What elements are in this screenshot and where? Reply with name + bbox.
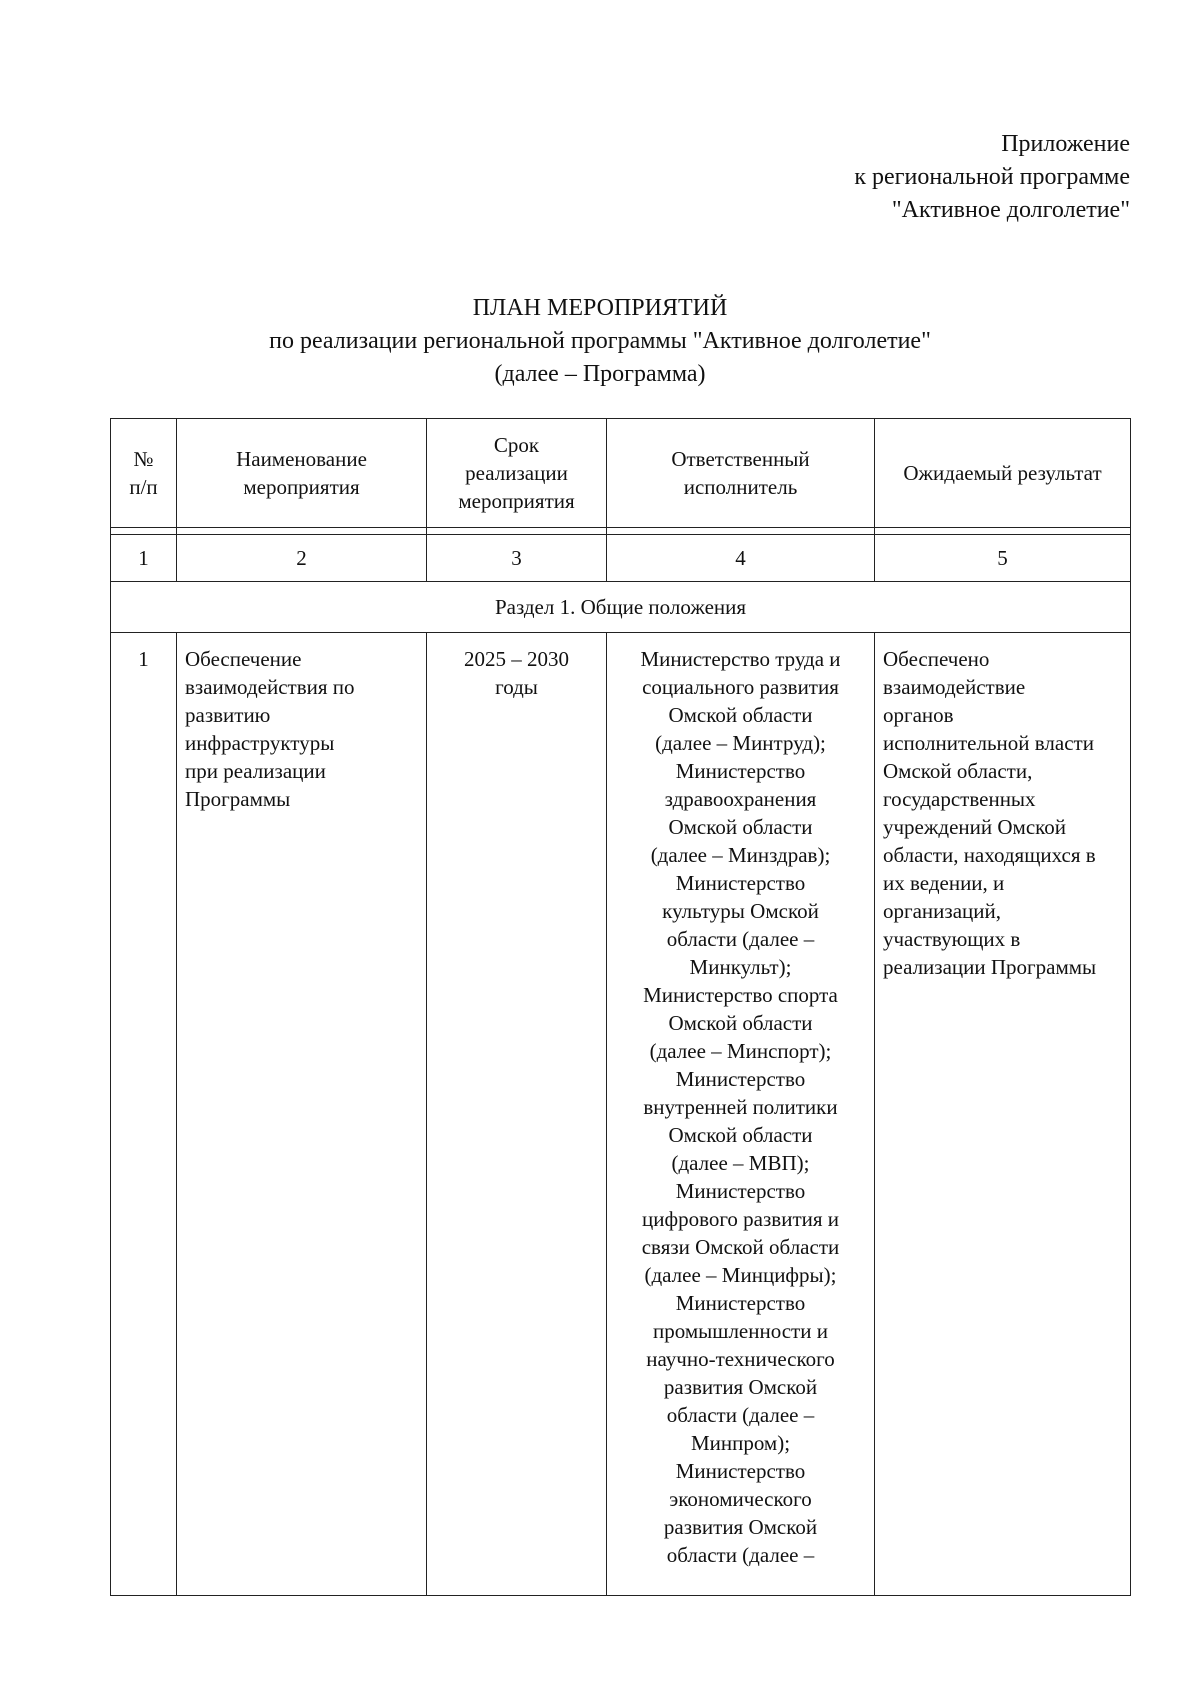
executor-line: промышленности и (653, 1319, 828, 1343)
activity-line: взаимодействия по (185, 675, 355, 699)
activity-line: инфраструктуры (185, 731, 335, 755)
result-line: исполнительной власти (883, 731, 1094, 755)
gap-cell (177, 528, 427, 535)
executor-line: Министерство спорта (643, 983, 838, 1007)
result-line: их ведении, и (883, 871, 1005, 895)
result-line: Обеспечено (883, 647, 990, 671)
plan-table (110, 418, 1131, 1596)
executor-line: области (далее – (666, 1543, 815, 1567)
result-line: взаимодействие (883, 675, 1026, 699)
executor-line: здравоохранения (664, 787, 817, 811)
executor-line: Министерство (675, 759, 806, 783)
appendix-line-1: Приложение (1001, 131, 1130, 157)
plan-table-wrapper (110, 418, 1130, 1596)
row-executor (607, 633, 875, 1596)
activity-line: при реализации (185, 759, 326, 783)
executor-line: (далее – МВП); (671, 1151, 810, 1175)
header-executor (607, 419, 875, 528)
executor-line: Министерство (675, 1459, 806, 1483)
row-number: 1 (111, 633, 177, 1596)
document-title (0, 292, 1200, 391)
executor-line: Министерство (675, 871, 806, 895)
result-line: организаций, (883, 899, 1001, 923)
executor-line: внутренней политики (643, 1095, 838, 1119)
executor-line: Министерство (675, 1067, 806, 1091)
header-gap-row (111, 528, 1131, 535)
gap-cell (875, 528, 1131, 535)
header-name-line: мероприятия (243, 475, 360, 499)
executor-line: Министерство (675, 1291, 806, 1315)
executor-line: Минкульт); (689, 955, 792, 979)
executor-line: социального развития (642, 675, 839, 699)
column-number: 3 (427, 535, 607, 582)
executor-line: Министерство (675, 1179, 806, 1203)
executor-line: развития Омской (663, 1375, 818, 1399)
executor-line: области (далее – (666, 1403, 815, 1427)
appendix-line-2: к региональной программе (854, 164, 1130, 190)
executor-line: цифрового развития и (641, 1207, 840, 1231)
executor-line: культуры Омской (662, 899, 819, 923)
header-name (177, 419, 427, 528)
executor-line: Минпром); (690, 1431, 791, 1455)
executor-line: научно-технического (646, 1347, 835, 1371)
executor-line: области (далее – (666, 927, 815, 951)
executor-line: Омской области (668, 1011, 813, 1035)
appendix-note (854, 128, 1130, 227)
header-num (111, 419, 177, 528)
section-title: Раздел 1. Общие положения (111, 582, 1131, 633)
row-activity-name (177, 633, 427, 1596)
header-term-line: реализации (465, 461, 568, 485)
executor-line: (далее – Минтруд); (655, 731, 826, 755)
gap-cell (427, 528, 607, 535)
term-line: годы (495, 675, 538, 699)
result-line: области, находящихся в (883, 843, 1096, 867)
row-expected-result (875, 633, 1131, 1596)
executor-line: Омской области (668, 1123, 813, 1147)
executor-line: Омской области (668, 703, 813, 727)
header-term (427, 419, 607, 528)
table-header-row (111, 419, 1131, 528)
executor-line: (далее – Минздрав); (650, 843, 831, 867)
column-number: 5 (875, 535, 1131, 582)
title-line-3: (далее – Программа) (494, 361, 706, 387)
gap-cell (111, 528, 177, 535)
result-line: государственных (883, 787, 1036, 811)
result-line: учреждений Омской (883, 815, 1067, 839)
column-number: 2 (177, 535, 427, 582)
term-line: 2025 – 2030 (464, 647, 569, 671)
header-num-line: п/п (129, 475, 158, 499)
result-line: органов (883, 703, 954, 727)
executor-line: (далее – Минспорт); (649, 1039, 832, 1063)
executor-line: развития Омской (663, 1515, 818, 1539)
header-term-line: мероприятия (458, 489, 575, 513)
header-term-line: Срок (493, 433, 540, 457)
executor-line: Министерство труда и (640, 647, 841, 671)
gap-cell (607, 528, 875, 535)
section-row (111, 582, 1131, 633)
header-executor-line: исполнитель (683, 475, 798, 499)
title-line-1: ПЛАН МЕРОПРИЯТИЙ (472, 295, 728, 321)
table-row (111, 633, 1131, 1596)
column-number: 1 (111, 535, 177, 582)
executor-line: экономического (669, 1487, 812, 1511)
header-result (875, 419, 1131, 528)
activity-line: развитию (185, 703, 271, 727)
header-result-line: Ожидаемый результат (903, 461, 1102, 485)
column-number-row (111, 535, 1131, 582)
column-number: 4 (607, 535, 875, 582)
executor-line: (далее – Минцифры); (644, 1263, 837, 1287)
title-line-2: по реализации региональной программы "Активное долголетие" (269, 328, 931, 354)
executor-line: Омской области (668, 815, 813, 839)
header-num-line: № (133, 447, 154, 471)
header-name-line: Наименование (236, 447, 367, 471)
activity-line: Программы (185, 787, 291, 811)
row-term (427, 633, 607, 1596)
activity-line: Обеспечение (185, 647, 302, 671)
appendix-line-3: "Активное долголетие" (891, 197, 1130, 223)
executor-line: связи Омской области (641, 1235, 840, 1259)
result-line: реализации Программы (883, 955, 1097, 979)
result-line: участвующих в (883, 927, 1021, 951)
result-line: Омской области, (883, 759, 1033, 783)
header-executor-line: Ответственный (671, 447, 810, 471)
